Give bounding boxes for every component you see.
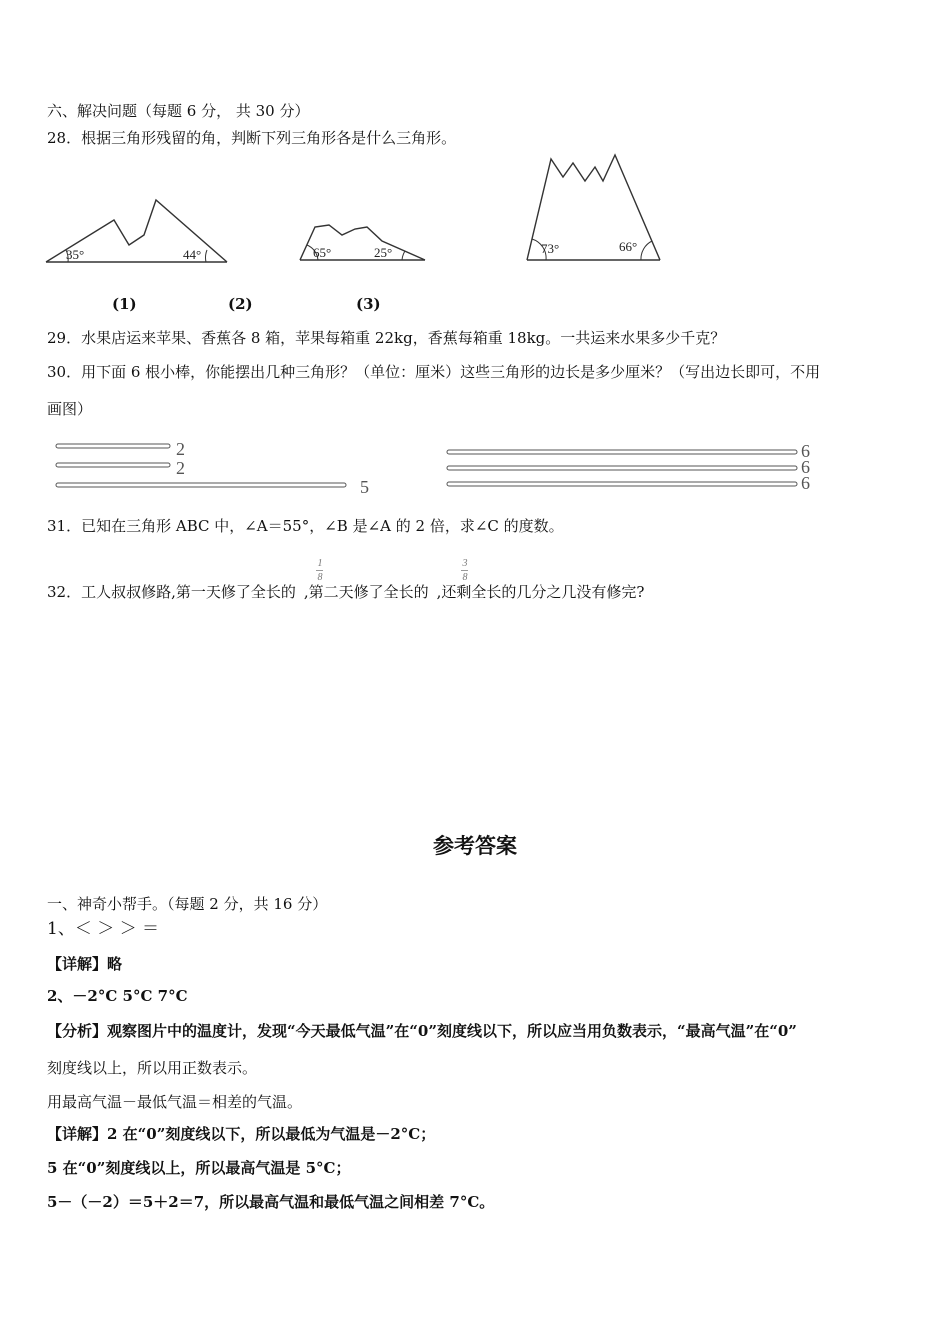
answer-2-analysis-line-3: 用最高气温－最低气温＝相差的气温。: [47, 1093, 303, 1111]
answer-2-analysis-line-2: 刻度线以上，所以用正数表示。: [47, 1059, 258, 1077]
triangle-2-right-angle: 25°: [374, 245, 393, 260]
triangle-1-left-angle: 35°: [66, 247, 85, 262]
stick-left-label-2: 2: [176, 458, 185, 478]
fraction-1-bar: [316, 570, 323, 571]
fraction-1-numerator: 1: [317, 558, 323, 569]
question-30-line-1: 30．用下面 6 根小棒，你能摆出几种三角形？（单位：厘米）这些三角形的边长是多少厘米？（写出边长即可，不用: [47, 363, 821, 381]
answer-2: 2、－2°C 5°C 7°C: [47, 987, 188, 1005]
triangle-1-right-angle: 44°: [183, 247, 202, 262]
question-28: 28．根据三角形残留的角，判断下列三角形各是什么三角形。: [47, 129, 457, 147]
fraction-2-denominator: 8: [462, 572, 468, 583]
stick-left-label-3: 5: [360, 477, 369, 497]
triangle-label-3: (3): [356, 295, 381, 313]
triangle-figure-2: [297, 215, 432, 265]
question-30-line-2: 画图）: [47, 400, 93, 418]
triangle-label-1: (1): [112, 295, 137, 313]
sticks-right: [443, 438, 823, 498]
stick-right-label-2: 6: [801, 457, 810, 477]
question-32-part-1: 32．工人叔叔修路,第一天修了全长的: [47, 583, 296, 601]
section-heading: 六、解决问题（每题 6 分， 共 30 分）: [47, 102, 310, 120]
fraction-1-denominator: 8: [317, 572, 323, 583]
fraction-2-bar: [461, 570, 468, 571]
answer-2-analysis-line-1: 【分析】观察图片中的温度计，发现“今天最低气温”在“0”刻度线以下，所以应当用负数表示，“最高气温”在“0”: [47, 1022, 797, 1040]
answer-2-detail-line-1: 【详解】2 在“0”刻度线以下，所以最低为气温是－2°C；: [47, 1125, 436, 1143]
stick-right-label-1: 6: [801, 441, 810, 461]
answer-1: 1、＜ ＞ ＞ ＝: [47, 919, 160, 939]
question-31: 31．已知在三角形 ABC 中，∠A＝55°，∠B 是∠A 的 2 倍，求∠C 的度数。: [47, 517, 564, 535]
sticks-left: [52, 438, 382, 498]
answer-1-detail: 【详解】略: [47, 955, 123, 973]
triangle-figure-3: [523, 153, 665, 265]
answers-section-1-heading: 一、神奇小帮手。（每题 2 分，共 16 分）: [47, 895, 328, 913]
fraction-2-numerator: 3: [462, 558, 468, 569]
question-32-part-3: ,还剩全长的几分之几没有修完?: [436, 583, 645, 601]
triangle-3-left-angle: 73°: [541, 241, 560, 256]
stick-right-label-3: 6: [801, 473, 810, 493]
triangle-2-left-angle: 65°: [313, 245, 332, 260]
triangle-3-right-angle: 66°: [619, 239, 638, 254]
question-29: 29．水果店运来苹果、香蕉各 8 箱，苹果每箱重 22kg，香蕉每箱重 18kg。一共运来水果多少千克？: [47, 329, 726, 347]
stick-left-label-1: 2: [176, 439, 185, 459]
answer-2-detail-line-2: 5 在“0”刻度线以上，所以最高气温是 5°C；: [47, 1159, 351, 1177]
question-32: [47, 582, 644, 602]
answer-2-detail-line-3: 5－（－2）＝5＋2＝7，所以最高气温和最低气温之间相差 7°C。: [47, 1193, 495, 1211]
answers-title: 参考答案: [433, 833, 517, 858]
question-32-part-2: ,第二天修了全长的: [303, 583, 429, 601]
triangle-figure-1: [44, 195, 230, 267]
triangle-label-2: (2): [228, 295, 253, 313]
